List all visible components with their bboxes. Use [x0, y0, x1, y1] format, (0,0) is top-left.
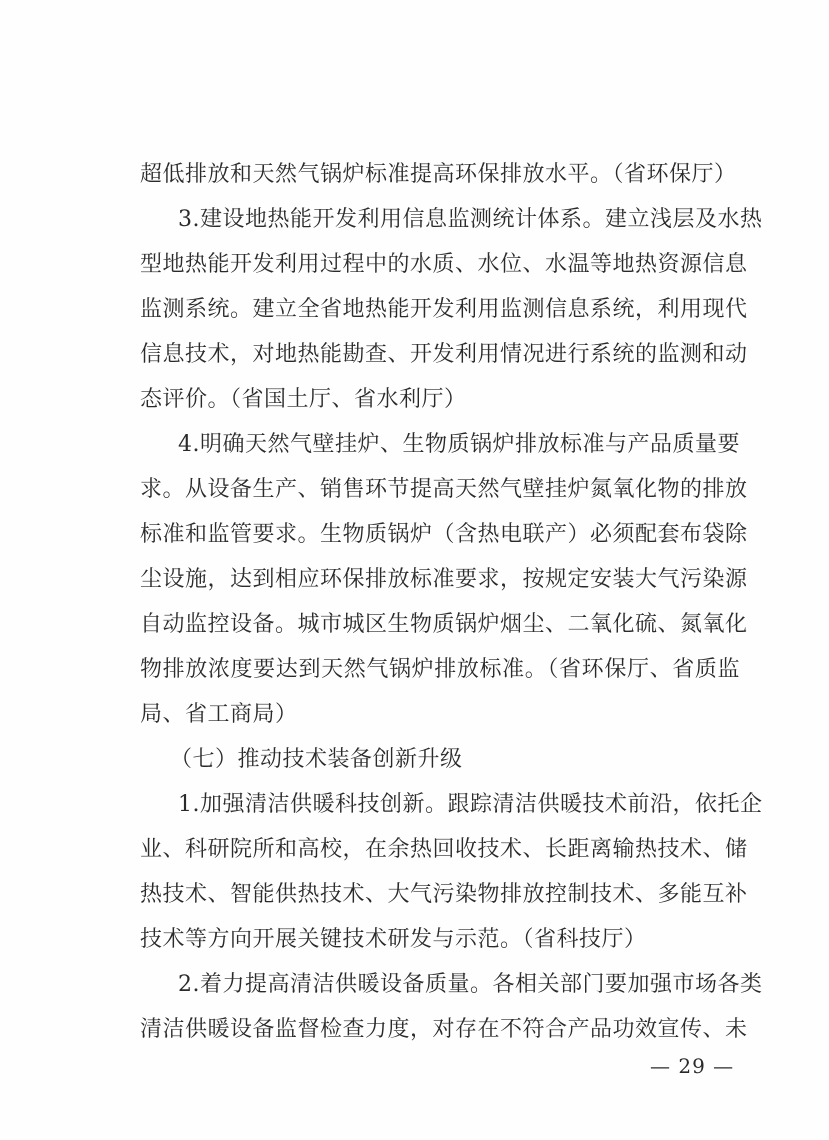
text-line-4: 监测系统。建立全省地热能开发利用监测信息系统，利用现代 [140, 297, 748, 322]
text-line-18: 技术等方向开展关键技术研发与示范。（省科技厅） [140, 927, 647, 952]
page-number: — 29 — [650, 1054, 735, 1078]
text-line-15: 1.加强清洁供暖科技创新。跟踪清洁供暖技术前沿，依托企 [178, 792, 763, 817]
text-line-3: 型地热能开发利用过程中的水质、水位、水温等地热资源信息 [140, 252, 748, 277]
section-heading: （七）推动技术装备创新升级 [170, 747, 463, 772]
text-line-16: 业、科研院所和高校，在余热回收技术、长距离输热技术、储 [140, 837, 748, 862]
text-line-2: 3.建设地热能开发利用信息监测统计体系。建立浅层及水热 [178, 207, 763, 232]
text-line-17: 热技术、智能供热技术、大气污染物排放控制技术、多能互补 [140, 882, 748, 907]
text-line-7: 4.明确天然气壁挂炉、生物质锅炉排放标准与产品质量要 [178, 432, 740, 457]
text-line-20: 清洁供暖设备监督检查力度，对存在不符合产品功效宣传、未 [140, 1017, 748, 1042]
text-line-19: 2.着力提高清洁供暖设备质量。各相关部门要加强市场各类 [178, 972, 763, 997]
text-line-5: 信息技术，对地热能勘查、开发利用情况进行系统的监测和动 [140, 342, 748, 367]
text-line-8: 求。从设备生产、销售环节提高天然气壁挂炉氮氧化物的排放 [140, 477, 748, 502]
text-line-6: 态评价。（省国土厅、省水利厅） [140, 387, 467, 412]
text-line-9: 标准和监管要求。生物质锅炉（含热电联产）必须配套布袋除 [140, 522, 748, 547]
text-line-11: 自动监控设备。城市城区生物质锅炉烟尘、二氧化硫、氮氧化 [140, 612, 748, 637]
text-line-10: 尘设施，达到相应环保排放标准要求，按规定安装大气污染源 [140, 567, 748, 592]
text-line-12: 物排放浓度要达到天然气锅炉排放标准。（省环保厅、省质监 [140, 657, 740, 682]
text-line-13: 局、省工商局） [140, 702, 298, 727]
text-line-1: 超低排放和天然气锅炉标准提高环保排放水平。（省环保厅） [140, 162, 737, 187]
